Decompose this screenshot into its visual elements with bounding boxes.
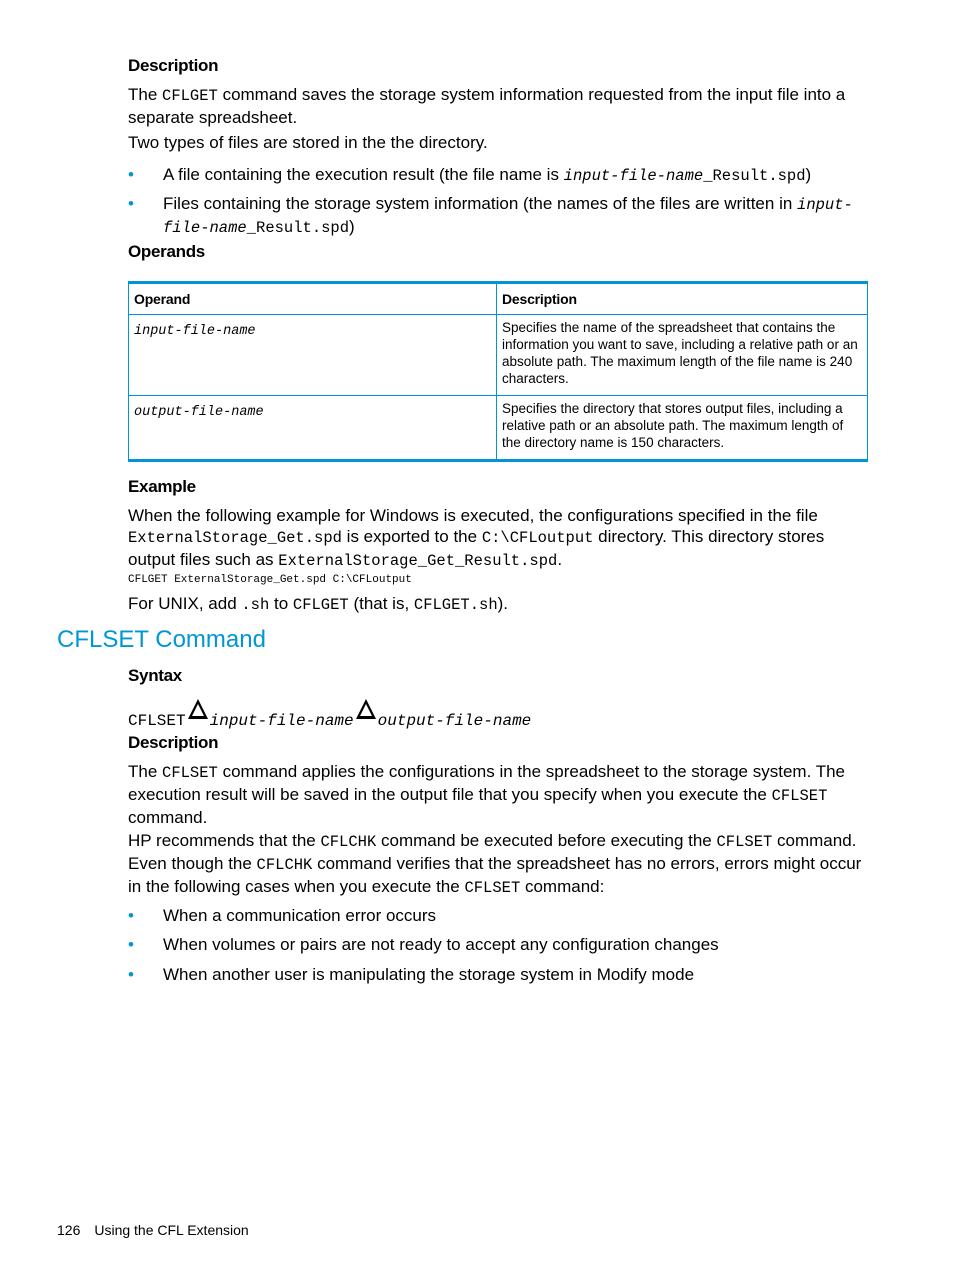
page-number: 126 [57, 1222, 81, 1238]
description-paragraph-2: Two types of files are stored in the the directory. [128, 133, 488, 152]
table-header-row [128, 284, 868, 315]
cflset-description-heading: Description [128, 733, 219, 752]
description-cell: Specifies the name of the spreadsheet that contains the information you want to save, including a relative path or an absolute path. The maximum length of the file name is 240 characters. [497, 315, 868, 395]
list-item: When another user is manipulating the storage system in Modify mode [163, 965, 695, 984]
list-item: A file containing the execution result (the file name is input-file-name_Result.spd) [163, 165, 812, 185]
bullet-icon: • [128, 935, 134, 954]
operands-heading: Operands [128, 242, 205, 261]
list-item: When volumes or pairs are not ready to accept any configuration changes [163, 935, 719, 954]
footer-section-title: Using the CFL Extension [94, 1222, 249, 1238]
cflset-description-paragraph: The CFLSET command applies the configurations in the spreadsheet to the storage system. The execution result will be saved in the output file that you specify when you execute the CFLSET command. [128, 762, 846, 827]
cflset-recommendation-paragraph: HP recommends that the CFLCHK command be executed before executing the CFLSET command. Even though the CFLCHK command verifies that the spreadsheet has no errors, errors might occur in the following cases when you execute the CFLSET command: [128, 831, 862, 897]
table-row [128, 315, 868, 396]
example-heading: Example [128, 477, 196, 496]
example-code-line: CFLGET ExternalStorage_Get.spd C:\CFLoutput [128, 574, 412, 586]
syntax-heading: Syntax [128, 666, 182, 685]
bullet-icon: • [128, 906, 134, 925]
syntax-line: CFLSET input-file-name output-file-name [128, 705, 531, 730]
page-footer [57, 1222, 249, 1238]
column-header-operand: Operand [128, 284, 497, 314]
description-paragraph: The CFLGET command saves the storage system information requested from the input file into a separate spreadsheet. [128, 85, 846, 127]
description-heading: Description [128, 56, 219, 75]
unix-note: For UNIX, add .sh to CFLGET (that is, CFLGET.sh). [128, 594, 509, 614]
bullet-icon: • [128, 165, 134, 184]
list-item: When a communication error occurs [163, 906, 437, 925]
column-header-description: Description [497, 284, 868, 314]
list-item: Files containing the storage system information (the names of the files are written in input-file-name_Result.spd) [163, 194, 853, 237]
space-delta-icon [356, 699, 376, 719]
operand-cell: input-file-name [128, 315, 497, 395]
bullet-icon: • [128, 194, 134, 213]
space-delta-icon [188, 699, 208, 719]
table-row [128, 396, 868, 459]
operands-table [128, 281, 868, 462]
description-cell: Specifies the directory that stores output files, including a relative path or an absolute path. The maximum length of the directory name is 150 characters. [497, 396, 868, 459]
bullet-icon: • [128, 965, 134, 984]
section-title: CFLSET Command [57, 626, 266, 653]
example-paragraph: When the following example for Windows is executed, the configurations specified in the file ExternalStorage_Get.spd is exported to the C:\CFLoutput directory. This directory stores output files such as ExternalStorage_Get_Result.spd. [128, 506, 825, 570]
operand-cell: output-file-name [128, 396, 497, 459]
